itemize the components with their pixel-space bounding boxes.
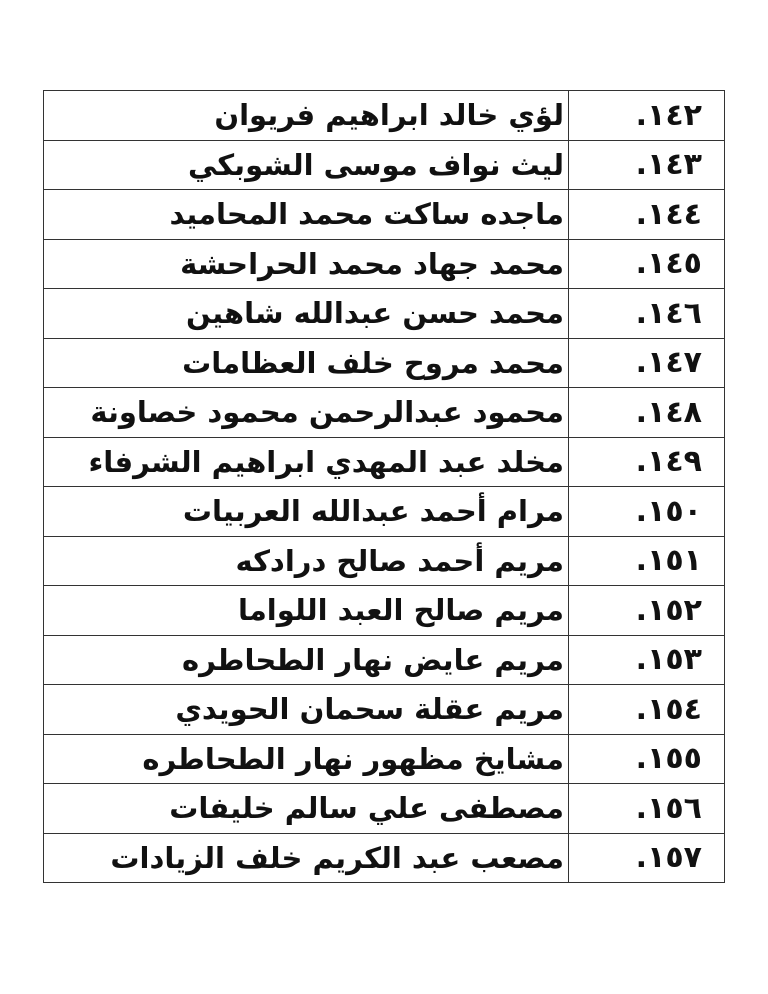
- table-row: [44, 140, 725, 190]
- table-row: [44, 338, 725, 388]
- row-name: مشايخ مظهور نهار الطحاطره: [44, 734, 569, 784]
- table-row: [44, 91, 725, 141]
- row-name: محمد حسن عبدالله شاهين: [44, 289, 569, 339]
- table-row: [44, 784, 725, 834]
- row-number: ١٥٤.: [569, 685, 725, 735]
- table-row: [44, 190, 725, 240]
- table-row: [44, 833, 725, 883]
- row-name: مصطفى علي سالم خليفات: [44, 784, 569, 834]
- row-number: ١٤٤.: [569, 190, 725, 240]
- table-row: [44, 388, 725, 438]
- row-number: ١٤٢.: [569, 91, 725, 141]
- row-number: ١٤٩.: [569, 437, 725, 487]
- row-name: مريم صالح العبد اللواما: [44, 586, 569, 636]
- row-name: ماجده ساكت محمد المحاميد: [44, 190, 569, 240]
- row-number: ١٥٣.: [569, 635, 725, 685]
- row-name: محمد مروح خلف العظامات: [44, 338, 569, 388]
- row-name: مخلد عبد المهدي ابراهيم الشرفاء: [44, 437, 569, 487]
- row-number: ١٤٦.: [569, 289, 725, 339]
- table-row: [44, 586, 725, 636]
- table-row: [44, 437, 725, 487]
- row-name: محمد جهاد محمد الحراحشة: [44, 239, 569, 289]
- row-number: ١٥٠.: [569, 487, 725, 537]
- row-number: ١٤٨.: [569, 388, 725, 438]
- row-number: ١٥٢.: [569, 586, 725, 636]
- row-name: ليث نواف موسى الشوبكي: [44, 140, 569, 190]
- table-row: [44, 734, 725, 784]
- row-name: مريم عايض نهار الطحاطره: [44, 635, 569, 685]
- row-name: مرام أحمد عبدالله العربيات: [44, 487, 569, 537]
- table-row: [44, 685, 725, 735]
- table-row: [44, 239, 725, 289]
- row-number: ١٥٧.: [569, 833, 725, 883]
- row-number: ١٤٧.: [569, 338, 725, 388]
- row-name: محمود عبدالرحمن محمود خصاونة: [44, 388, 569, 438]
- row-number: ١٥٥.: [569, 734, 725, 784]
- row-name: مريم عقلة سحمان الحويدي: [44, 685, 569, 735]
- table-row: [44, 289, 725, 339]
- row-number: ١٤٣.: [569, 140, 725, 190]
- row-name: لؤي خالد ابراهيم فريوان: [44, 91, 569, 141]
- table-row: [44, 487, 725, 537]
- row-name: مصعب عبد الكريم خلف الزيادات: [44, 833, 569, 883]
- row-number: ١٥٦.: [569, 784, 725, 834]
- row-number: ١٥١.: [569, 536, 725, 586]
- row-number: ١٤٥.: [569, 239, 725, 289]
- names-table: [43, 90, 725, 883]
- row-name: مريم أحمد صالح درادكه: [44, 536, 569, 586]
- table-row: [44, 635, 725, 685]
- table-row: [44, 536, 725, 586]
